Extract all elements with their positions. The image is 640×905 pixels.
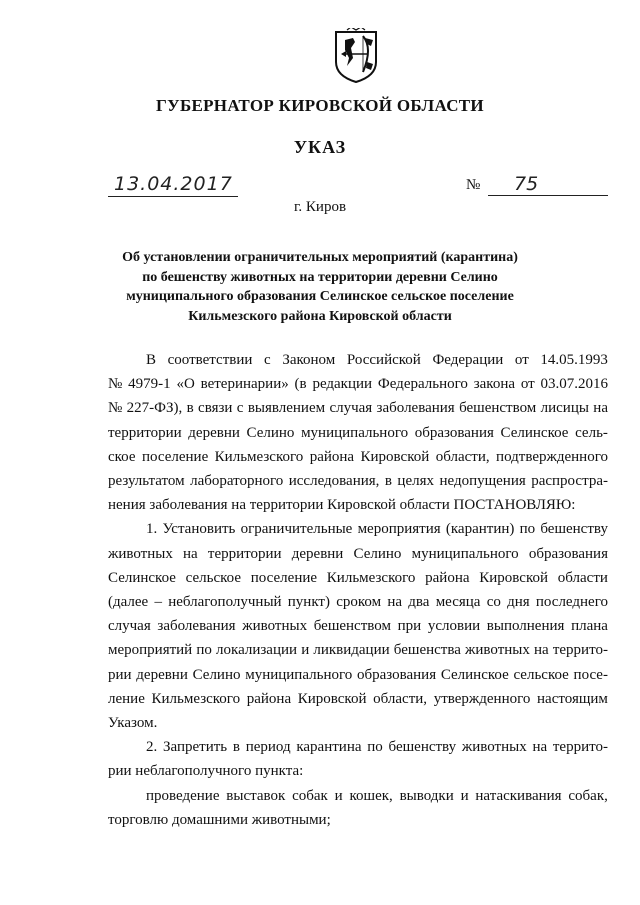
paragraph-line: рии неблагополучного пункта: (108, 763, 304, 780)
paragraph (108, 784, 608, 832)
title-line: муниципального образования Селинское сельское поселение (126, 289, 514, 304)
paragraph-line: (далее – неблагополучный пункт) сроком на два месяца со дня последнего (108, 594, 608, 611)
paragraph-line: торговлю домашними животными; (108, 811, 331, 828)
kirov-coat-of-arms-icon (333, 28, 379, 84)
document-type: УКАЗ (293, 137, 347, 157)
document-body (108, 348, 608, 832)
paragraph-line: нения заболевания на территории Кировской области ПОСТАНОВЛЯЮ: (108, 497, 576, 514)
title-line: Кильмезского района Кировской области (188, 308, 452, 324)
paragraph-line: Селинское сельское поселение Кильмезского района Кировской области (108, 569, 608, 586)
paragraph-line: рии деревни Селино муниципального образования Селинское сельское посе- (108, 666, 608, 683)
number-underline (488, 169, 608, 196)
paragraph (108, 348, 608, 517)
document-title (120, 248, 520, 326)
paragraph-line: ление Кильмезского района Кировской области, утвержденного настоящим (108, 690, 608, 707)
issuing-authority: ГУБЕРНАТОР КИРОВСКОЙ ОБЛАСТИ (156, 96, 484, 115)
paragraph (108, 735, 608, 783)
paragraph-line: территории деревни Селино муниципального образования Селинское сель- (108, 424, 608, 441)
paragraph-line: 2. Запретить в период карантина по бешенству животных на террито- (146, 739, 608, 756)
paragraph-line: № 227-ФЗ), в связи с выявлением случая заболевания бешенством лисицы на (108, 400, 608, 417)
paragraph (108, 517, 608, 735)
number-label: № (466, 177, 481, 193)
title-line: Об установлении ограничительных мероприятий (карантина) (122, 250, 518, 265)
title-line: по бешенству животных на территории деревни Селино (142, 269, 498, 285)
document-city: г. Киров (293, 199, 347, 215)
paragraph-line: мероприятий по локализации и ликвидации бешенства животных на террито- (108, 642, 608, 659)
paragraph-line: ское поселение Кильмезского района Кировской области, подтвержденного (108, 448, 608, 465)
date-field (108, 170, 238, 197)
paragraph-line: В соответствии с Законом Российской Федерации от 14.05.1993 (146, 352, 608, 368)
paragraph-line: Указом. (108, 715, 158, 732)
paragraph-line: случая заболевания животных бешенством при условии выполнения плана (108, 618, 608, 635)
paragraph-line: 1. Установить ограничительные мероприятия (карантин) по бешенству (146, 521, 608, 538)
paragraph-line: проведение выставок собак и кошек, выводки и натаскивания собак, (146, 787, 608, 804)
paragraph-line: № 4979-1 «О ветеринарии» (в редакции Федерального закона от 03.07.2016 (108, 376, 608, 393)
document-date: 13.04.2017 (114, 173, 233, 195)
paragraph-line: животных на территории деревни Селино муниципального образования (108, 545, 608, 562)
document-number: 75 (514, 173, 539, 195)
paragraph-line: результатом лабораторного исследования, в целях недопущения распростра- (108, 473, 608, 490)
number-field (466, 170, 608, 196)
